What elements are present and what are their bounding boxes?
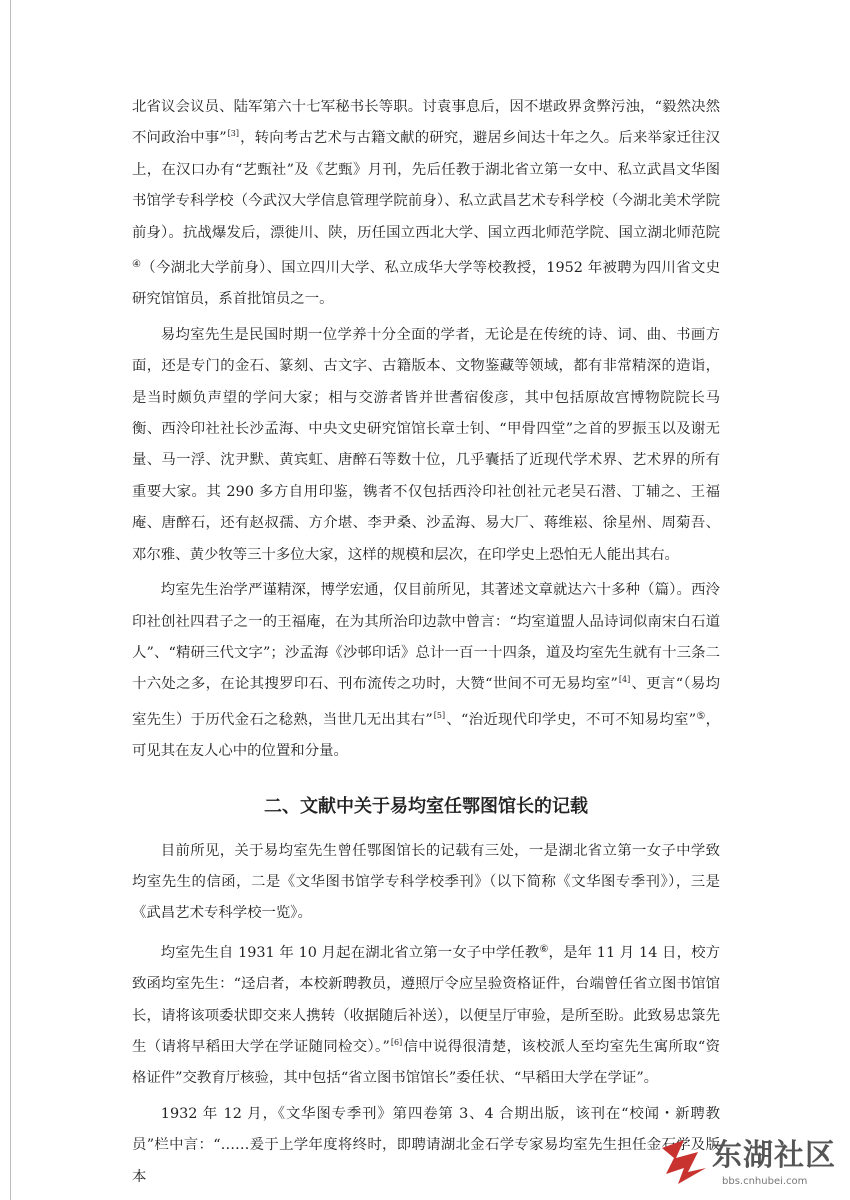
footnote-marker: ⑤ [696, 710, 706, 722]
site-watermark [658, 1136, 838, 1196]
citation-ref: [3] [227, 129, 239, 139]
paragraph-3: 均室先生治学严谨精深，博学宏通，仅目前所见，其著述文章就达六十多种（篇）。西泠印社创社四君子之一的王福庵，在为其所治印边款中曾言：“均室道盟人品诗词似南宋白石道人”、“精研三代文字”；沙孟海《沙邨印话》总计一百一十四条，道及均室先生就有十三条二十六处之多，在论其搜罗印石、刊布流传之功时，大赞“世间不可无易均室”[4]、更言“（易均室先生）于历代金石之稔熟，当世几无出其右”[5]、“治近现代印学史，不可不知易均室”⑤，可见其在友人心中的位置和分量。 [132, 582, 721, 760]
paragraph-4: 目前所见，关于易均室先生曾任鄂图馆长的记载有三处，一是湖北省立第一女子中学致均室先生的信函，二是《文华图书馆学专科学校季刊》（以下简称《文华图专季刊》），三是《武昌艺术专科学校一览》。 [132, 842, 720, 922]
watermark-text: 东湖社区 [712, 1138, 836, 1173]
watermark-url: bbs.cnhubei.com [722, 1176, 808, 1187]
paragraph-5: 均室先生自 1931 年 10 月起在湖北省立第一女子中学任教⑥，是年 11 月 14 日，校方致函均室先生：“迳启者，本校新聘教员，遵照厅令应呈验资格证件，台端曾任省立图书馆馆长，请将该项委状即交来人携转（收据随后补送），以便呈厅审验，是所至盼。此致易忠箓先生（请将早稻田大学在学证随同检交）。”[6]信中说得很清楚，该校派人至均室先生寓所取“资格证件”交教育厅核验，其中包括“省立图书馆馆长”委任状、“早稻田大学在学证”。 [132, 943, 721, 1087]
paragraph-1: 北省议会议员、陆军第六十七军秘书长等职。讨袁事息后，因不堪政界贪弊污浊，“毅然决然不问政治中事”[3]，转向考古艺术与古籍文献的研究，避居乡间达十年之久。后来举家迁往汉上，在汉口办有“艺甄社”及《艺甄》月刊，先后任教于湖北省立第一女中、私立武昌文华图书馆学专科学校（今武汉大学信息管理学院前身）、私立武昌艺术专科学校（今湖北美术学院前身）。抗战爆发后，漂徙川、陕，历任国立西北大学、国立西北师范学院、国立湖北师范院④（今湖北大学前身）、国立四川大学、私立成华大学等校教授，1952 年被聘为四川省文史研究馆馆员，系首批馆员之一。 [132, 99, 720, 308]
document-body [132, 92, 720, 1197]
citation-ref: [5] [433, 710, 446, 720]
section-heading: 二、文献中关于易均室任鄂图馆长的记载 [264, 795, 588, 817]
watermark-logo-icon [658, 1138, 710, 1186]
citation-ref: [4] [618, 675, 631, 685]
page-edge [10, 0, 11, 1200]
footnote-marker: ⑥ [539, 943, 549, 955]
paragraph-6: 1932 年 12 月，《文华图专季刊》第四卷第 3、4 合期出版，该刊在“校闻・新聘教员”栏中言：“……爰于上学年度将终时，即聘请湖北金石学专家易均室先生担任金石学及版本 [132, 1105, 720, 1185]
footnote-marker: ④ [132, 259, 142, 271]
citation-ref: [6] [390, 1037, 403, 1047]
paragraph-2: 易均室先生是民国时期一位学养十分全面的学者，无论是在传统的诗、词、曲、书画方面，还是专门的金石、篆刻、古文字、古籍版本、文物鉴藏等领域，都有非常精深的造诣，是当时颇负声望的学问大家；相与交游者皆并世耆宿俊彦，其中包括原故宫博物院院长马衡、西泠印社社长沙孟海、中央文史研究馆馆长章士钊、“甲骨四堂”之首的罗振玉以及谢无量、马一浮、沈尹默、黄宾虹、唐醉石等数十位，几乎囊括了近现代学术界、艺术界的所有重要大家。其 290 多方自用印鉴，镌者不仅包括西泠印社创社元老吴石潜、丁辅之、王福庵、唐醉石，还有赵叔孺、方介堪、李尹桑、沙孟海、易大厂、蒋维崧、徐星州、周菊吾、邓尔雅、黄少牧等三十多位大家，这样的规模和层次，在印学史上恐怕无人能出其右。 [132, 326, 720, 563]
